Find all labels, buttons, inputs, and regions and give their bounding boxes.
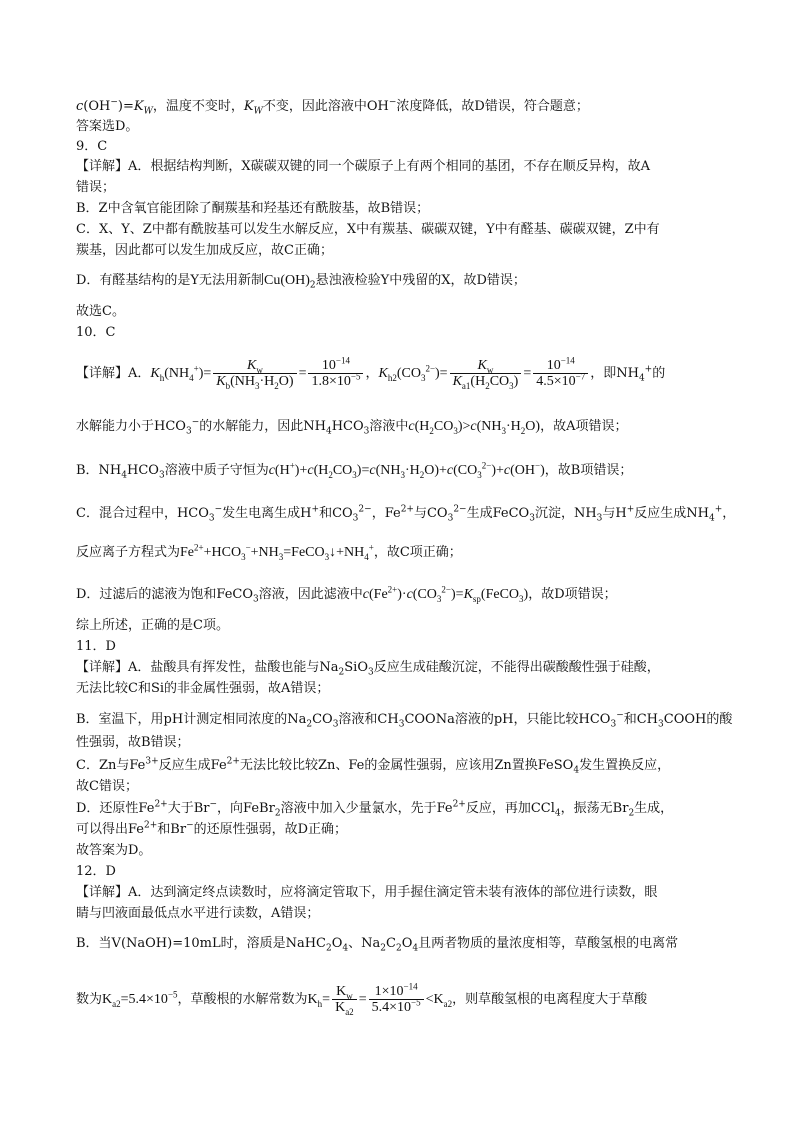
text-line: B．Z中含氧官能团除了酮羰基和羟基还有酰胺基，故B错误；: [76, 201, 430, 216]
text-line: 睛与凹液面最低点水平进行读数，A错误；: [76, 906, 320, 921]
text-line: B．当V(NaOH)=10mL时，溶质是$NaHC_2O_4$、$Na_2C_2O_4$且两者物质的量浓度相等，草酸氢根的电离常: [76, 936, 679, 954]
text-line: 故C错误；: [76, 779, 138, 794]
text-line: 【详解】A．盐酸具有挥发性，盐酸也能与$Na_2SiO_3$反应生成硅酸沉淀，不能得出碳酸酸性强于硅酸，: [76, 660, 660, 678]
text-line: D．过滤后的滤液为饱和FeCO$_3$溶液，因此滤液中$c(Fe^{2+})\cdot c(CO_3^{2-})=K_{sp}(FeCO_3)$，故D项错误；: [76, 584, 617, 605]
text-line: 答案选D。: [76, 119, 139, 134]
text-line: 数为$K_{a2}=5.4\times 10^{-5}$，草酸根的水解常数为$K_h=$ $\frac{K_w}{K_{a2}}$ = $\frac{1\times 10^{-14}}{5.4\times 10^{-5}}$ $<K_{a2}$，则草酸氢根的电离程度大于草酸: [76, 981, 648, 1018]
text-line: 故答案为D。: [76, 843, 152, 858]
text-line: 水解能力小于$HCO_3^-$的水解能力，因此$NH_4HCO_3$溶液中$c(H_2CO_3)>c(NH_3\cdot H_2O)$，故A项错误；: [76, 417, 628, 437]
text-line: 反应离子方程式为$Fe^{2+}+HCO_3^-+NH_3=FeCO_3↓+NH_4^+$，故C项正确；: [76, 542, 462, 562]
text-line: B．$NH_4HCO_3$溶液中质子守恒为$c(H^+)+c(H_2CO_3)=c(NH_3\cdot H_2O)+c(CO_3^{2-})+c(OH^-)$，故B项错误；: [76, 460, 633, 481]
text-line: 错误；: [76, 180, 116, 195]
text-line: 无法比较C和Si的非金属性强弱，故A错误；: [76, 681, 330, 696]
text-line: D．有醛基结构的是Y无法用新制$Cu(OH)_2$悬浊液检验Y中残留的X，故D错误；: [76, 273, 526, 291]
text-line: 综上所述，正确的是C项。: [76, 618, 229, 633]
text-line: 【详解】A．达到滴定终点读数时，应将滴定管取下，用手握住滴定管未装有液体的部位进行读数，眼: [76, 885, 658, 900]
text-line: 故选C。: [76, 304, 125, 319]
text-line: 【详解】A．根据结构判断，X碳碳双键的同一个碳原子上有两个相同的基团，不存在顺反异构，故A: [76, 159, 651, 174]
text-line: C．Zn与$Fe^{3+}$反应生成$Fe^{2+}$无法比较比较Zn、Fe的金属性强弱，应该用Zn置换FeSO$_4$发生置换反应，: [76, 756, 671, 776]
question-number: 9．C: [76, 139, 108, 154]
question-number: 12．D: [76, 864, 116, 879]
text-line: B．室温下，用pH计测定相同浓度的$Na_2CO_3$溶液和$CH_3COONa$溶液的pH，只能比较$HCO_3^-$和$CH_3COOH$的酸: [76, 710, 733, 730]
text-line: C．X、Y、Z中都有酰胺基可以发生水解反应，X中有羰基、碳碳双键，Y中有醛基、碳碳双键，Z中有: [76, 222, 660, 237]
text-line: C．混合过程中，$HCO_3^-$发生电离生成H+和$CO_3^{2-}$，$Fe^{2+}$与$CO_3^{2-}$生成FeCO$_3$沉淀，$NH_3$与H+反应生成$NH_4^+$，: [76, 504, 736, 524]
text-line: 可以得出$Fe^{2+}$和Br−的还原性强弱，故D正确；: [76, 820, 348, 837]
text-line: 性强弱，故B错误；: [76, 735, 190, 750]
question-number: 11．D: [76, 639, 116, 654]
text-line: 【详解】A．$K_h(NH_4^+)=$ $\frac{K_w}{K_b(NH_3\cdot H_2O)}$ = $\frac{10^{-14}}{1.8\times 10^{-5}}$ ，$K_{h2}(CO_3^{2-})=$ $\frac{K_w}{K_{a1}(H_2CO_3)}$ = $\frac{10^{-14}}{4.5\times 10^{-7}}$ ，即$NH_4^+$的: [76, 355, 666, 392]
text-line: D．还原性$Fe^{2+}$大于Br−，向FeBr$_2$溶液中加入少量氯水，先于$Fe^{2+}$反应，再加CCl$_4$，振荡无$Br_2$生成，: [76, 799, 674, 819]
question-number: 10．C: [76, 325, 116, 340]
text-line: 羰基，因此都可以发生加成反应，故C正确；: [76, 243, 333, 258]
text-line: $c(OH^-)=K_W$，温度不变时，$K_W$不变，因此溶液中OH−浓度降低，故D错误，符合题意；: [76, 97, 589, 117]
